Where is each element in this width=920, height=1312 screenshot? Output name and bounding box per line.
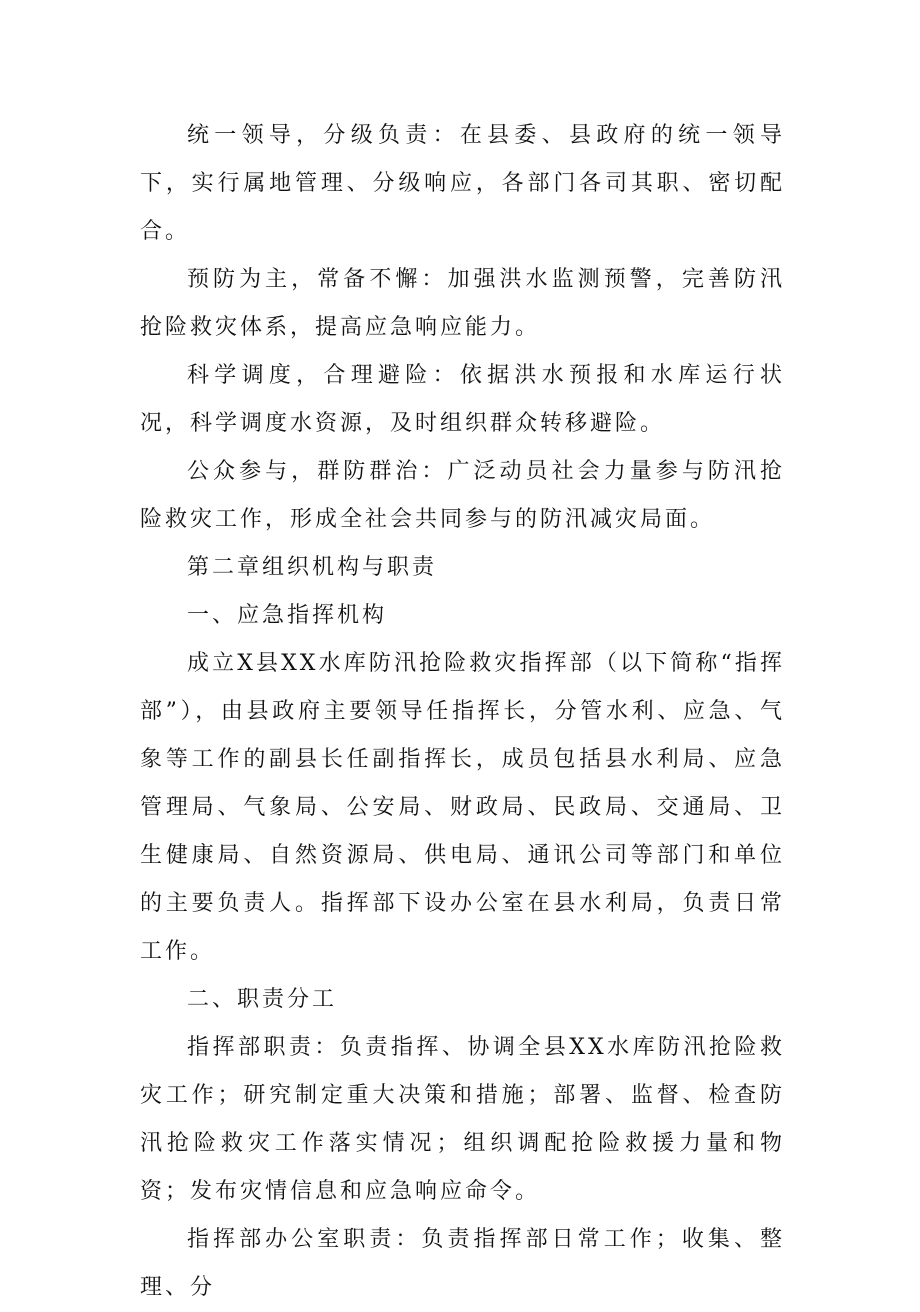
section-heading-duties: 二、职责分工 (187, 987, 338, 1012)
paragraph-prevention-first: 预防为主，常备不懈：加强洪水监测预警，完善防汛抢险救灾体系，提高应急响应能力。 (140, 267, 785, 340)
chapter-title: 第二章组织机构与职责 (187, 555, 438, 580)
section-heading-command-organization: 一、应急指挥机构 (187, 603, 388, 628)
paragraph-scientific-dispatch: 科学调度，合理避险：依据洪水预报和水库运行状况，科学调度水资源，及时组织群众转移避险。 (140, 363, 785, 436)
document-body (140, 112, 785, 1312)
paragraph-command-duties: 指挥部职责：负责指挥、协调全县XX水库防汛抢险救灾工作；研究制定重大决策和措施；部署、监督、检查防汛抢险救灾工作落实情况；组织调配抢险救援力量和物资；发布灾情信息和应急响应命令。 (140, 1035, 785, 1204)
paragraph-unified-leadership: 统一领导，分级负责：在县委、县政府的统一领导下，实行属地管理、分级响应，各部门各司其职、密切配合。 (140, 123, 785, 244)
paragraph-public-participation: 公众参与，群防群治：广泛动员社会力量参与防汛抢险救灾工作，形成全社会共同参与的防汛减灾局面。 (140, 459, 785, 532)
paragraph-command-establishment: 成立X县XX水库防汛抢险救灾指挥部（以下简称“指挥部”），由县政府主要领导任指挥长，分管水利、应急、气象等工作的副县长任副指挥长，成员包括县水利局、应急管理局、气象局、公安局、财政局、民政局、交通局、卫生健康局、自然资源局、供电局、通讯公司等部门和单位的主要负责人。指挥部下设办公室在县水利局，负责日常工作。 (140, 651, 785, 964)
paragraph-office-duties: 指挥部办公室职责：负责指挥部日常工作；收集、整理、分 (140, 1227, 785, 1300)
